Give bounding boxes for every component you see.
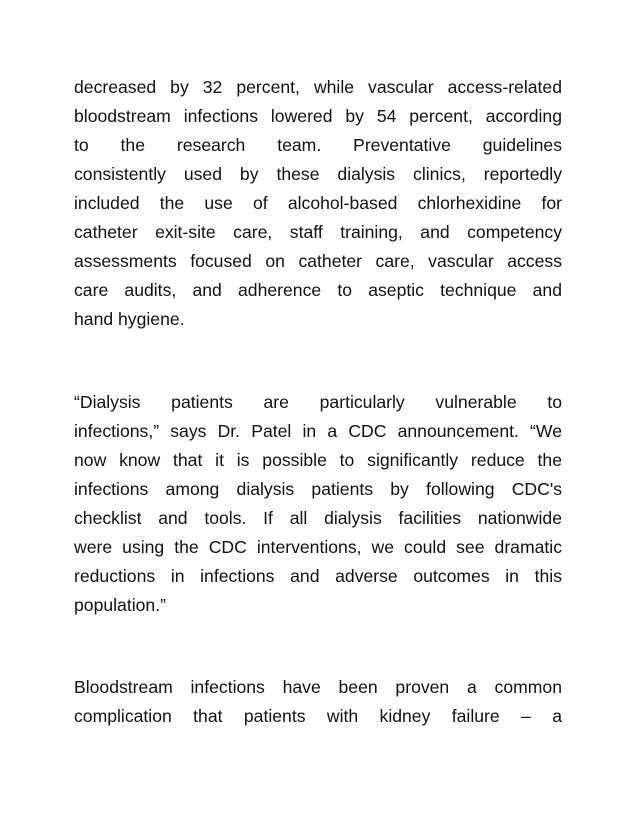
text-line: “Dialysis patients are particularly vulnerable to	[74, 392, 562, 412]
text-line: care audits, and adherence to aseptic technique and	[74, 280, 562, 300]
paragraph-bloodstream-infections	[74, 673, 562, 731]
text-line: consistently used by these dialysis clinics, reportedly	[74, 164, 562, 184]
text-line: assessments focused on catheter care, vascular access	[74, 251, 562, 271]
text-line: checklist and tools. If all dialysis facilities nationwide	[74, 508, 562, 528]
text-line: infections among dialysis patients by following CDC's	[74, 479, 562, 499]
text-line: population.”	[74, 595, 166, 615]
text-line: catheter exit-site care, staff training, and competency	[74, 222, 562, 242]
text-line: infections,” says Dr. Patel in a CDC announcement. “We	[74, 421, 562, 441]
text-line: bloodstream infections lowered by 54 percent, according	[74, 106, 562, 126]
text-line: hand hygiene.	[74, 309, 185, 329]
paragraph-infection-reduction	[74, 73, 562, 334]
text-line: complication that patients with kidney failure – a	[74, 706, 562, 726]
text-line: to the research team. Preventative guidelines	[74, 135, 562, 155]
text-line: included the use of alcohol-based chlorhexidine for	[74, 193, 562, 213]
text-line: Bloodstream infections have been proven a common	[74, 677, 562, 697]
paragraph-patel-quote	[74, 388, 562, 620]
text-line: were using the CDC interventions, we could see dramatic	[74, 537, 562, 557]
text-line: decreased by 32 percent, while vascular access-related	[74, 77, 562, 97]
text-line: now know that it is possible to significantly reduce the	[74, 450, 562, 470]
text-line: reductions in infections and adverse outcomes in this	[74, 566, 562, 586]
